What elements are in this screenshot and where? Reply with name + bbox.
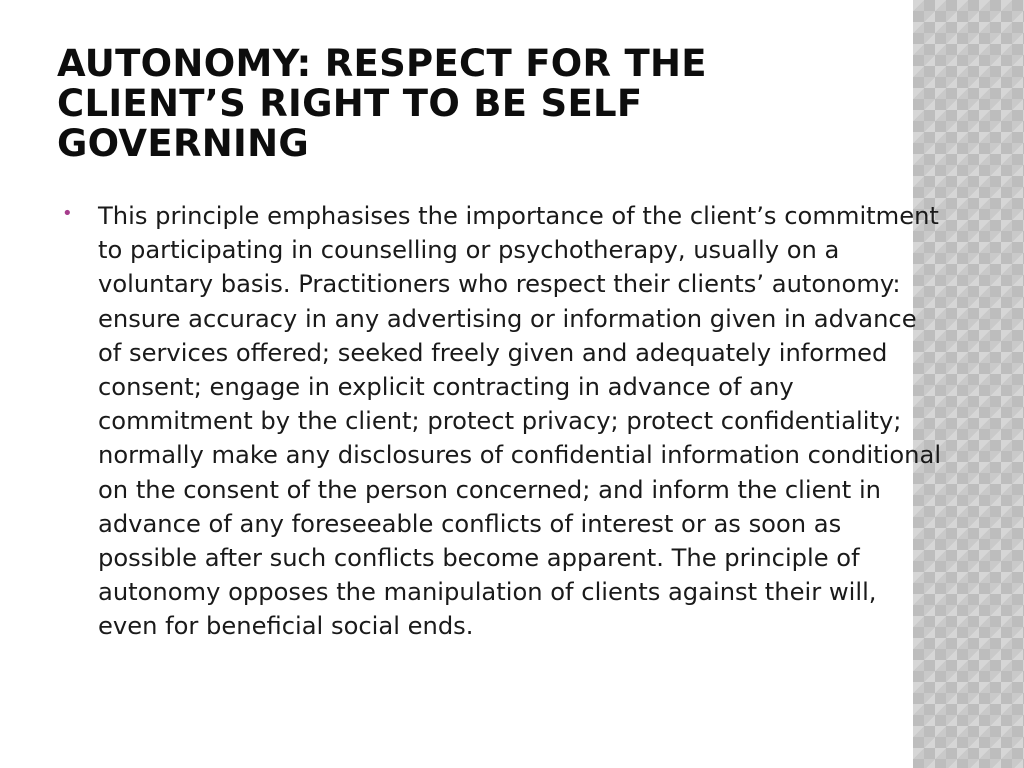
bullet-item — [62, 199, 942, 644]
bullet-list — [62, 199, 942, 644]
bullet-dot-icon: • — [62, 203, 73, 224]
slide-title: AUTONOMY: RESPECT FOR THE CLIENT’S RIGHT TO BE SELF GOVERNING — [57, 42, 707, 165]
bullet-text: This principle emphasises the importance of the client’s commitment to participating in counselling or psychotherapy, usually on a voluntary basis. Practitioners who respect their clients’ autonomy: ensure accuracy in any advertising or information given in advance of services offered; seeked freely given and adequately informed consent; engage in explicit contracting in advance of any commitment by the client; protect privacy; protect confidentiality; normally make any disclosures of confidential information conditional on the consent of the person concerned; and inform the client in advance of any foreseeable conflicts of interest or as soon as possible after such conflicts become apparent. The principle of autonomy opposes the manipulation of clients against their will, even for beneficial social ends. — [98, 202, 942, 641]
